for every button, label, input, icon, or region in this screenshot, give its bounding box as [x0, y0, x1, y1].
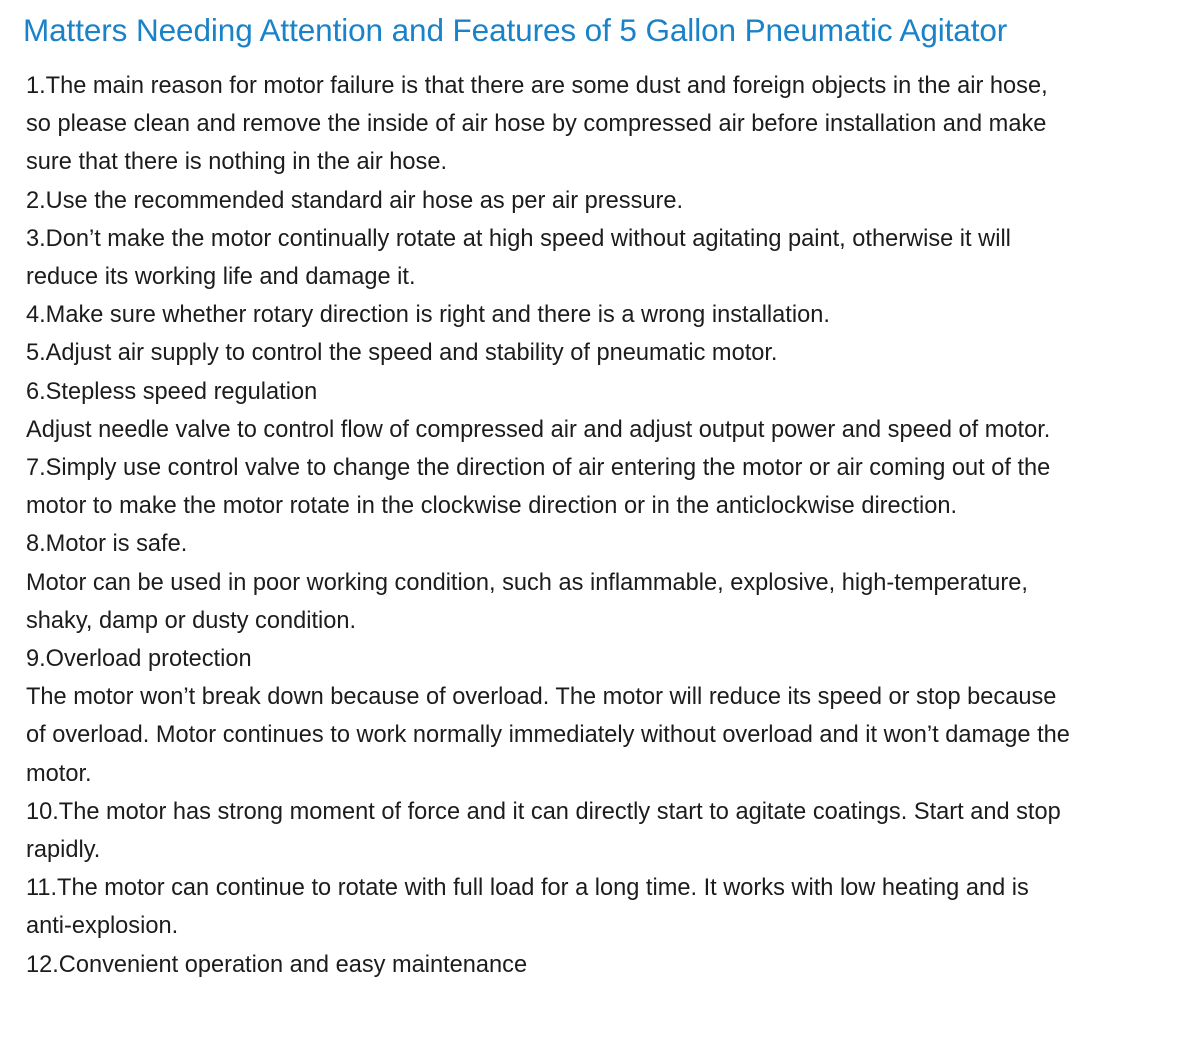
- text-line: anti-explosion.: [26, 913, 179, 940]
- text-line: 6.Stepless speed regulation: [26, 378, 318, 405]
- text-line: motor.: [26, 760, 92, 787]
- text-line: so please clean and remove the inside of air hose by compressed air before installation and make: [26, 111, 1047, 138]
- text-line: 1.The main reason for motor failure is that there are some dust and foreign objects in the air hose,: [26, 73, 1048, 99]
- text-line: The motor won’t break down because of overload. The motor will reduce its speed or stop because: [26, 684, 1057, 711]
- page-title: Matters Needing Attention and Features of 5 Gallon Pneumatic Agitator: [23, 12, 1008, 48]
- text-line: 3.Don’t make the motor continually rotate at high speed without agitating paint, otherwise it will: [26, 225, 1011, 252]
- text-line: Motor can be used in poor working condition, such as inflammable, explosive, high-temperature,: [26, 569, 1028, 596]
- text-line: 11.The motor can continue to rotate with full load for a long time. It works with low heating and is: [26, 875, 1029, 902]
- text-line: 12.Convenient operation and easy maintenance: [26, 951, 528, 978]
- text-line: 4.Make sure whether rotary direction is right and there is a wrong installation.: [26, 302, 830, 329]
- text-line: of overload. Motor continues to work normally immediately without overload and it won’t damage the: [26, 722, 1070, 749]
- text-line: sure that there is nothing in the air hose.: [26, 149, 448, 176]
- text-line: motor to make the motor rotate in the clockwise direction or in the anticlockwise direction.: [26, 493, 958, 520]
- text-line: 9.Overload protection: [26, 646, 252, 673]
- text-line: rapidly.: [26, 837, 101, 864]
- text-line: reduce its working life and damage it.: [26, 264, 416, 291]
- text-line: 10.The motor has strong moment of force and it can directly start to agitate coatings. Start and stop: [26, 798, 1061, 825]
- text-line: 5.Adjust air supply to control the speed and stability of pneumatic motor.: [26, 340, 778, 367]
- text-line: 7.Simply use control valve to change the direction of air entering the motor or air coming out of the: [26, 455, 1051, 482]
- text-line: Adjust needle valve to control flow of compressed air and adjust output power and speed of motor.: [26, 416, 1051, 443]
- text-line: 2.Use the recommended standard air hose as per air pressure.: [26, 187, 684, 214]
- text-line: 8.Motor is safe.: [26, 531, 188, 558]
- text-line: shaky, damp or dusty condition.: [26, 607, 357, 634]
- features-list: [26, 67, 1196, 984]
